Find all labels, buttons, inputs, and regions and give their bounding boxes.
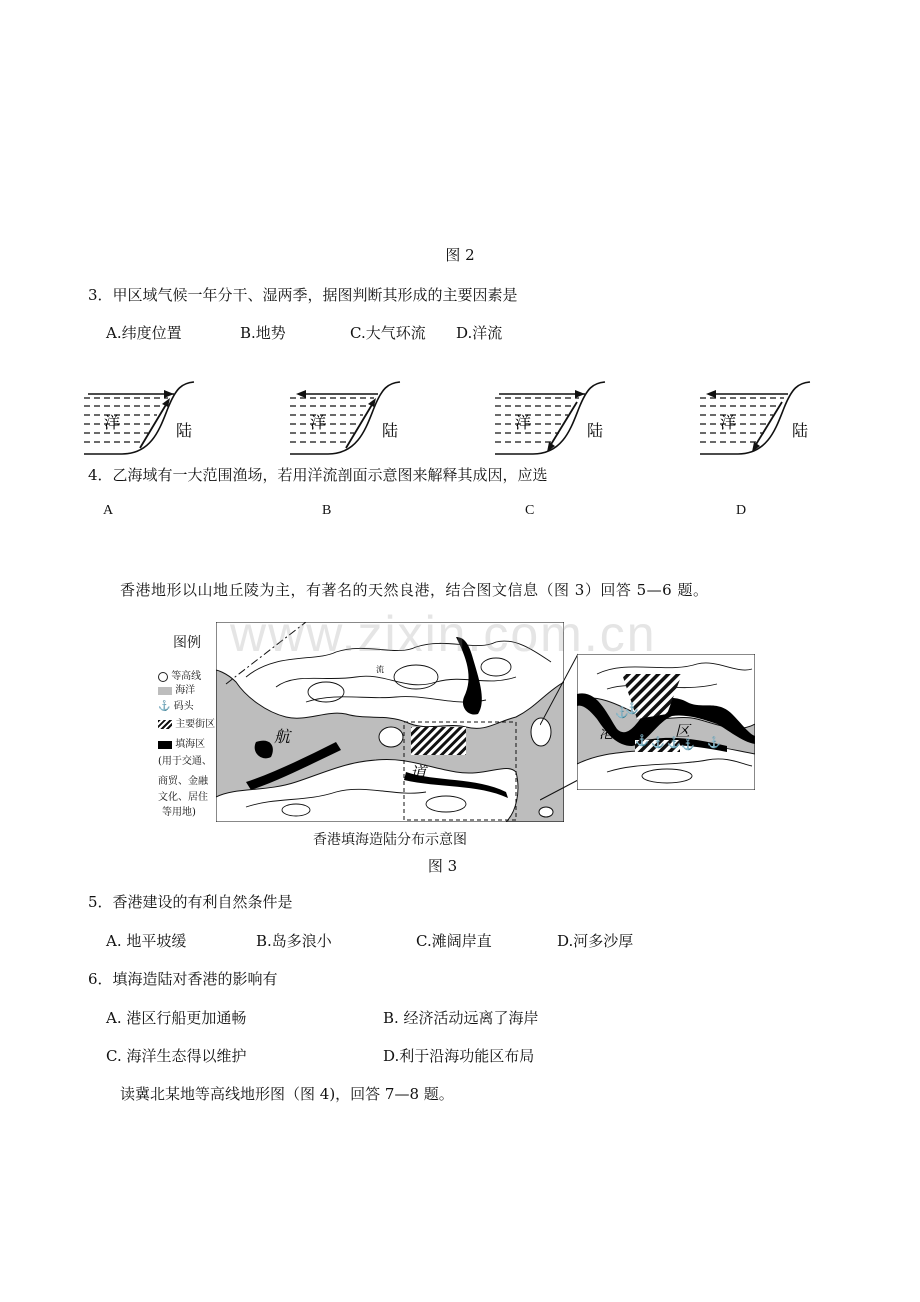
zoom-connector	[540, 650, 580, 820]
inset-map	[577, 654, 755, 790]
anchor-icon: ⚓	[158, 701, 171, 712]
diagram-c-land-label: 陆	[587, 421, 604, 440]
diagram-b-land-label: 陆	[382, 421, 399, 440]
legend-note-3: 文化、居住	[158, 792, 208, 803]
diagram-c-label: C	[525, 503, 535, 518]
figure2-caption: 图 2	[445, 246, 475, 264]
figure3-caption: 图 3	[427, 857, 458, 875]
diagram-b-ocean-label: 洋	[310, 413, 327, 432]
map-caption: 香港填海造陆分布示意图	[313, 832, 467, 848]
diagram-a-ocean-label: 洋	[104, 413, 121, 432]
legend-note-2: 商贸、金融	[158, 776, 208, 787]
map-label-hang: 航	[274, 727, 291, 746]
q6-option-c: C. 海洋生态得以维护	[106, 1047, 247, 1065]
map-label-liu: 流	[376, 665, 384, 674]
q5-option-d: D.河多沙厚	[557, 932, 634, 950]
pier-icon: ⚓	[707, 736, 721, 749]
current-diagram-c	[493, 378, 623, 468]
legend-reclaim: 填海区	[158, 739, 205, 751]
current-diagram-d	[698, 378, 828, 468]
diagram-d-ocean-label: 洋	[720, 413, 737, 432]
q6-option-d: D.利于沿海功能区布局	[383, 1047, 535, 1065]
diagram-b-label: B	[322, 503, 332, 518]
map-label-dao: 道	[410, 763, 427, 782]
ocean-swatch-icon	[158, 687, 172, 695]
diagram-a-land-label: 陆	[176, 421, 193, 440]
legend-pier: ⚓ 码头	[158, 701, 194, 712]
q3-option-c: C.大气环流	[350, 324, 426, 342]
hatch-swatch-icon	[158, 720, 172, 729]
fill-swatch-icon	[158, 741, 172, 749]
q3-stem: 3．甲区域气候一年分干、湿两季，据图判断其形成的主要因素是	[88, 286, 518, 304]
q6-option-a: A. 港区行船更加通畅	[106, 1009, 247, 1027]
inset-label-gang: 港	[599, 724, 615, 742]
diagram-d-land-label: 陆	[792, 421, 809, 440]
pier-icon: ⚓	[651, 736, 665, 749]
legend-contour: 等高线	[158, 671, 201, 683]
q5-option-b: B.岛多浪小	[256, 932, 332, 950]
legend-title: 图例	[173, 635, 201, 651]
q5-stem: 5．香港建设的有利自然条件是	[88, 893, 293, 911]
pier-icon: ⚓	[681, 738, 695, 751]
watermark: www.zixin.com.cn	[230, 606, 657, 662]
current-diagram-a	[82, 378, 212, 468]
legend-ocean: 海洋	[158, 685, 195, 697]
pier-icon: ⚓	[667, 736, 681, 749]
q6-stem: 6．填海造陆对香港的影响有	[88, 970, 278, 988]
legend-note-4: 等用地)	[162, 807, 196, 818]
q3-option-d: D.洋流	[456, 324, 503, 342]
diagram-d-label: D	[736, 503, 747, 518]
q3-option-a: A.纬度位置	[106, 324, 182, 342]
q3-option-b: B.地势	[240, 324, 286, 342]
legend-note-1: (用于交通、	[158, 756, 212, 767]
q5-option-c: C.滩阔岸直	[416, 932, 492, 950]
diagram-a-label: A	[103, 503, 114, 518]
q4-stem: 4．乙海域有一大范围渔场，若用洋流剖面示意图来解释其成因，应选	[88, 466, 548, 484]
pier-icon: ⚓	[615, 706, 629, 719]
q5-option-a: A. 地平坡缓	[106, 932, 187, 950]
q6-option-b: B. 经济活动远离了海岸	[383, 1009, 539, 1027]
inset-label-qu: 区	[675, 722, 691, 740]
diagram-c-ocean-label: 洋	[515, 413, 532, 432]
intro-q7-8: 读冀北某地等高线地形图（图 4)，回答 7—8 题。	[120, 1085, 454, 1103]
legend-street: 主要街区	[158, 719, 215, 731]
intro-q5-6: 香港地形以山地丘陵为主，有著名的天然良港，结合图文信息（图 3）回答 5—6 题。	[120, 581, 709, 599]
current-diagram-b	[288, 378, 418, 468]
pier-icon: ⚓	[625, 702, 639, 715]
contour-icon	[158, 672, 168, 682]
pier-icon: ⚓	[635, 734, 649, 747]
